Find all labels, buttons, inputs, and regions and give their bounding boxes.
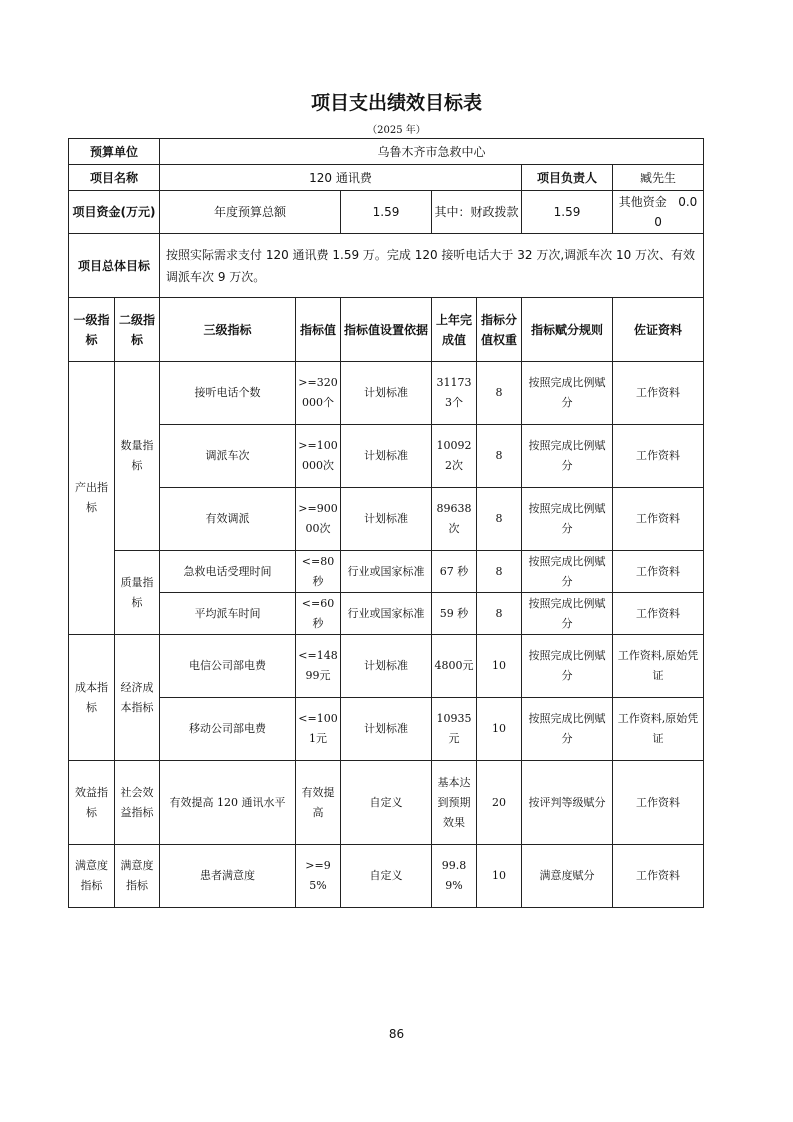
column-header-row	[69, 298, 704, 362]
indicator-value: <=14899元	[296, 635, 341, 698]
group-satisfaction: 满意度指标	[69, 845, 115, 908]
other-amount: 0.00	[654, 195, 698, 229]
indicator-weight: 10	[477, 845, 522, 908]
indicator-last: 59 秒	[432, 593, 477, 635]
col-level1: 一级指标	[69, 298, 115, 362]
project-label: 项目名称	[69, 165, 160, 191]
project-value: 120 通讯费	[160, 165, 522, 191]
indicator-last: 基本达到预期效果	[432, 761, 477, 845]
indicator-last: 10935元	[432, 698, 477, 761]
other-value	[613, 191, 704, 234]
indicator-name: 电信公司部电费	[160, 635, 296, 698]
indicator-basis: 自定义	[341, 761, 432, 845]
indicator-weight: 8	[477, 425, 522, 488]
indicator-name: 平均派车时间	[160, 593, 296, 635]
annual-value: 1.59	[341, 191, 432, 234]
group-quantity: 数量指标	[115, 362, 160, 551]
table-row	[69, 488, 704, 551]
col-basis: 指标值设置依据	[341, 298, 432, 362]
group-output: 产出指标	[69, 362, 115, 635]
col-last-year: 上年完成值	[432, 298, 477, 362]
indicator-weight: 8	[477, 488, 522, 551]
indicator-evidence: 工作资料,原始凭证	[613, 635, 704, 698]
indicator-evidence: 工作资料,原始凭证	[613, 698, 704, 761]
indicator-last: 4800元	[432, 635, 477, 698]
indicator-evidence: 工作资料	[613, 425, 704, 488]
indicator-name: 调派车次	[160, 425, 296, 488]
page-title: 项目支出绩效目标表	[310, 92, 482, 114]
indicator-last: 100922次	[432, 425, 477, 488]
indicator-name: 有效调派	[160, 488, 296, 551]
unit-row	[69, 139, 704, 165]
indicator-weight: 20	[477, 761, 522, 845]
indicator-last: 99.89%	[432, 845, 477, 908]
col-level3: 三级指标	[160, 298, 296, 362]
indicator-rule: 按评判等级赋分	[522, 761, 613, 845]
table-row	[69, 362, 704, 425]
indicator-rule: 按照完成比例赋分	[522, 593, 613, 635]
project-row	[69, 165, 704, 191]
group-cost: 成本指标	[69, 635, 115, 761]
unit-label: 预算单位	[69, 139, 160, 165]
leader-label: 项目负责人	[522, 165, 613, 191]
indicator-evidence: 工作资料	[613, 761, 704, 845]
indicator-value: >=95%	[296, 845, 341, 908]
goal-row	[69, 234, 704, 298]
indicator-value: 有效提高	[296, 761, 341, 845]
indicator-name: 急救电话受理时间	[160, 551, 296, 593]
col-weight: 指标分值权重	[477, 298, 522, 362]
table-row	[69, 425, 704, 488]
table-row	[69, 593, 704, 635]
indicator-evidence: 工作资料	[613, 488, 704, 551]
group-quality: 质量指标	[115, 551, 160, 635]
indicator-value: >=320000个	[296, 362, 341, 425]
group-social: 社会效益指标	[115, 761, 160, 845]
indicator-weight: 10	[477, 698, 522, 761]
fiscal-value: 1.59	[522, 191, 613, 234]
indicator-weight: 8	[477, 593, 522, 635]
table-row	[69, 698, 704, 761]
indicator-weight: 8	[477, 362, 522, 425]
indicator-value: >=90000次	[296, 488, 341, 551]
indicator-basis: 计划标准	[341, 698, 432, 761]
indicator-last: 67 秒	[432, 551, 477, 593]
table-row	[69, 635, 704, 698]
group-econ-cost: 经济成本指标	[115, 635, 160, 761]
indicator-rule: 按照完成比例赋分	[522, 698, 613, 761]
group-benefit: 效益指标	[69, 761, 115, 845]
indicator-last: 89638次	[432, 488, 477, 551]
indicator-basis: 行业或国家标准	[341, 593, 432, 635]
annual-label: 年度预算总额	[160, 191, 341, 234]
indicator-evidence: 工作资料	[613, 551, 704, 593]
other-label: 其他资金	[618, 195, 667, 209]
col-value: 指标值	[296, 298, 341, 362]
indicator-basis: 行业或国家标准	[341, 551, 432, 593]
indicator-evidence: 工作资料	[613, 593, 704, 635]
leader-value: 臧先生	[613, 165, 704, 191]
indicator-basis: 计划标准	[341, 425, 432, 488]
indicator-weight: 8	[477, 551, 522, 593]
goal-label: 项目总体目标	[69, 234, 160, 298]
indicator-basis: 计划标准	[341, 488, 432, 551]
indicator-value: <=60秒	[296, 593, 341, 635]
indicator-basis: 计划标准	[341, 362, 432, 425]
performance-table	[68, 138, 704, 908]
fund-row	[69, 191, 704, 234]
indicator-rule: 按照完成比例赋分	[522, 362, 613, 425]
fiscal-label: 其中：财政拨款	[432, 191, 522, 234]
indicator-name: 移动公司部电费	[160, 698, 296, 761]
indicator-rule: 按照完成比例赋分	[522, 488, 613, 551]
fund-label: 项目资金(万元)	[69, 191, 160, 234]
table-row	[69, 845, 704, 908]
indicator-rule: 满意度赋分	[522, 845, 613, 908]
indicator-value: <=1001元	[296, 698, 341, 761]
indicator-last: 311733个	[432, 362, 477, 425]
indicator-name: 有效提高 120 通讯水平	[160, 761, 296, 845]
indicator-name: 接听电话个数	[160, 362, 296, 425]
unit-value: 乌鲁木齐市急救中心	[160, 139, 704, 165]
col-evidence: 佐证资料	[613, 298, 704, 362]
indicator-rule: 按照完成比例赋分	[522, 635, 613, 698]
indicator-evidence: 工作资料	[613, 845, 704, 908]
indicator-rule: 按照完成比例赋分	[522, 551, 613, 593]
indicator-value: >=100000次	[296, 425, 341, 488]
table-row	[69, 551, 704, 593]
table-row	[69, 761, 704, 845]
indicator-basis: 计划标准	[341, 635, 432, 698]
indicator-rule: 按照完成比例赋分	[522, 425, 613, 488]
indicator-basis: 自定义	[341, 845, 432, 908]
year-label: （2025 年）	[367, 125, 426, 136]
group-satisfaction-sub: 满意度指标	[115, 845, 160, 908]
page-number: 86	[388, 1027, 405, 1041]
indicator-value: <=80秒	[296, 551, 341, 593]
indicator-name: 患者满意度	[160, 845, 296, 908]
indicator-evidence: 工作资料	[613, 362, 704, 425]
goal-value: 按照实际需求支付 120 通讯费 1.59 万。完成 120 接听电话大于 32 万次,调派车次 10 万次、有效调派车次 9 万次。	[160, 234, 704, 298]
col-rule: 指标赋分规则	[522, 298, 613, 362]
indicator-weight: 10	[477, 635, 522, 698]
col-level2: 二级指标	[115, 298, 160, 362]
